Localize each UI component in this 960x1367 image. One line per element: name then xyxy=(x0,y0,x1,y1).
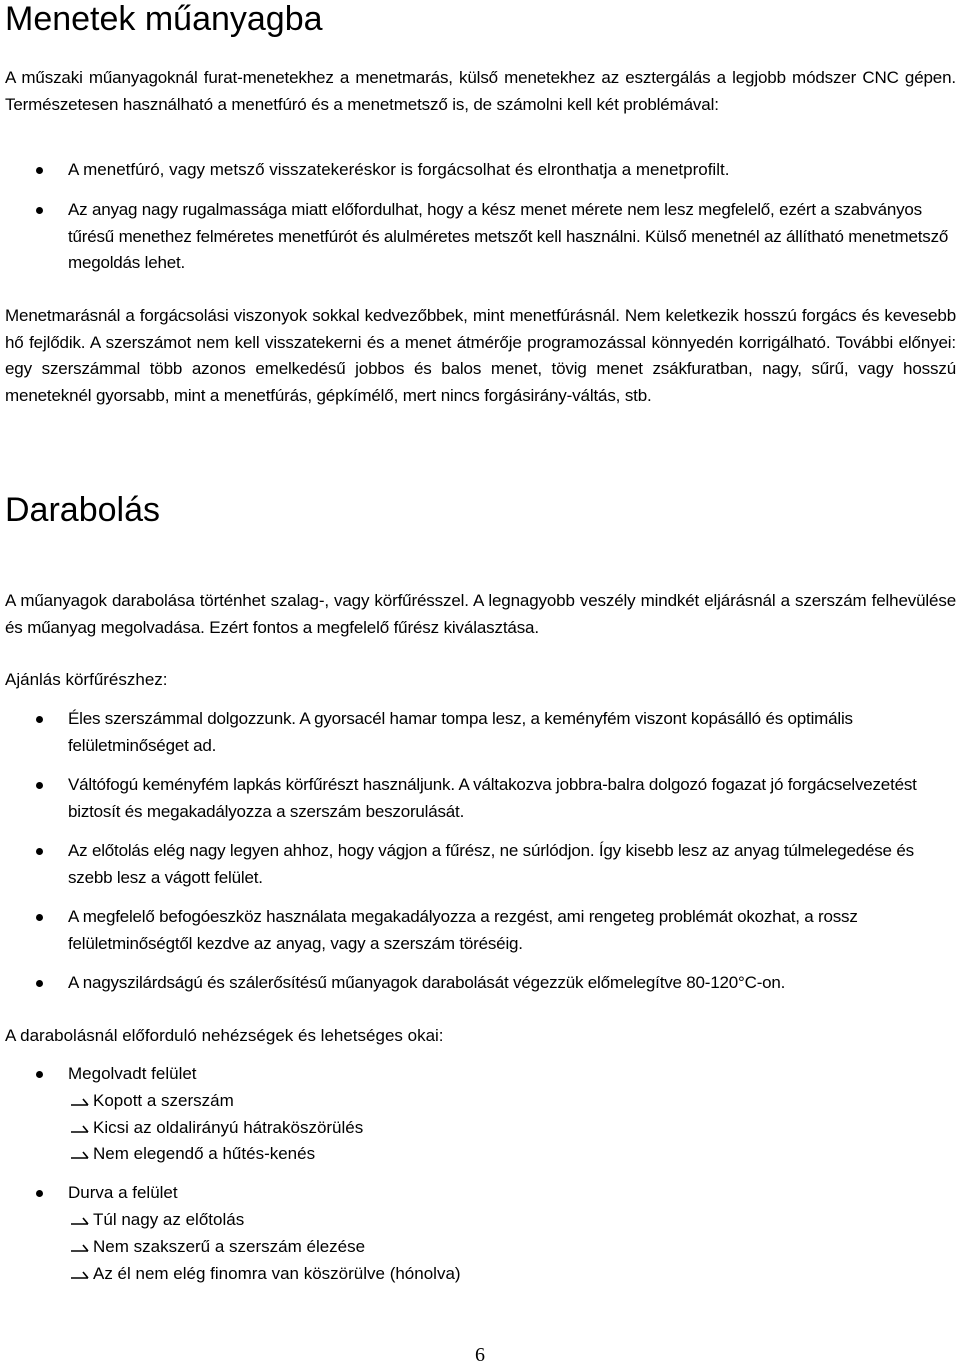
intro-paragraph-menetek: A műszaki műanyagoknál furat-menetekhez a menetmarás, külső menetekhez az esztergálás a legjobb módszer CNC gépen. Természetesen használható a menetfúró és a menetmetsző is, de számolni kell két problémával: xyxy=(5,68,956,114)
cause-text: Kopott a szerszám xyxy=(93,1091,234,1110)
arrow-right-icon xyxy=(70,1214,90,1226)
bullet-dot-icon xyxy=(36,980,43,987)
cause-item xyxy=(70,1207,244,1234)
problem-item: Durva a felület xyxy=(68,1183,178,1202)
list-item: Éles szerszámmal dolgozzunk. A gyorsacél hamar tompa lesz, a keményfém viszont kopásálló és optimális felületminőséget ad. xyxy=(68,709,853,755)
arrow-right-icon xyxy=(70,1095,90,1107)
section-title-darabolas: Darabolás xyxy=(5,491,160,529)
bullet-dot-icon xyxy=(36,716,43,723)
page-number: 6 xyxy=(475,1344,485,1366)
bullet-dot-icon xyxy=(36,848,43,855)
bullet-dot-icon xyxy=(36,782,43,789)
closing-paragraph-menetek: Menetmarásnál a forgácsolási viszonyok sokkal kedvezőbbek, mint menetfúrásnál. Nem keletkezik hosszú forgács és kevesebb hő fejlődik. A szerszámot nem kell visszatekerni és a menet átmérője programozással könnyedén korrigálható. További előnyei: egy szerszámmal több azonos emelkedésű jobbos és balos menet, tövig menet zsákfuratban, nagy, sűrű, vagy hosszú meneteknél gyorsabb, mint a menetfúrás, gépkímélő, mert nincs forgásirány-váltás, stb. xyxy=(5,306,956,405)
list-item: Az anyag nagy rugalmassága miatt előfordulhat, hogy a kész menet mérete nem lesz megfelelő, ezért a szabványos tűrésű menethez felméretes menetfúrót és alulméretes metszőt kell használni. Külső menetnél az állítható menetmetsző megoldás lehet. xyxy=(68,200,949,272)
bullet-dot-icon xyxy=(36,207,43,214)
bullet-dot-icon xyxy=(36,167,43,174)
cause-text: Az él nem elég finomra van köszörülve (hónolva) xyxy=(93,1264,461,1283)
cause-item xyxy=(70,1115,363,1142)
cause-item xyxy=(70,1088,234,1115)
bullet-dot-icon xyxy=(36,1190,43,1197)
arrow-right-icon xyxy=(70,1268,90,1280)
bullet-dot-icon xyxy=(36,1071,43,1078)
list-item: Váltófogú keményfém lapkás körfűrészt használjunk. A váltakozva jobbra-balra dolgozó fogazat jó forgácselvezetést biztosít és megakadályozza a szerszám beszorulását. xyxy=(68,775,917,821)
cause-text: Nem elegendő a hűtés-kenés xyxy=(93,1144,316,1163)
cause-text: Túl nagy az előtolás xyxy=(93,1210,245,1229)
list-item: A megfelelő befogóeszköz használata megakadályozza a rezgést, ami rengeteg problémát okozhat, a rossz felületminőségtől kezdve az anyag, vagy a szerszám töréséig. xyxy=(68,907,858,953)
list-item: A nagyszilárdságú és szálerősítésű műanyagok darabolását végezzük előmelegítve 80-120°C-on. xyxy=(68,973,786,992)
bullet-dot-icon xyxy=(36,914,43,921)
list-item: Az előtolás elég nagy legyen ahhoz, hogy vágjon a fűrész, ne súrlódjon. Így kisebb lesz az anyag túlmelegedése és szebb lesz a vágott felület. xyxy=(68,841,914,887)
problem-item: Megolvadt felület xyxy=(68,1064,197,1083)
cause-item xyxy=(70,1261,461,1288)
arrow-right-icon xyxy=(70,1148,90,1160)
list-item: A menetfúró, vagy metsző visszatekeréskor is forgácsolhat és elronthatja a menetprofilt. xyxy=(68,160,730,179)
cause-item xyxy=(70,1141,315,1168)
arrow-right-icon xyxy=(70,1122,90,1134)
cause-item xyxy=(70,1234,365,1261)
cause-text: Kicsi az oldalirányú hátraköszörülés xyxy=(93,1118,364,1137)
arrow-right-icon xyxy=(70,1241,90,1253)
recommend-label: Ajánlás körfűrészhez: xyxy=(5,670,168,689)
problems-label: A darabolásnál előforduló nehézségek és lehetséges okai: xyxy=(5,1026,444,1045)
section-title-menetek: Menetek műanyagba xyxy=(5,0,323,38)
intro-paragraph-darabolas: A műanyagok darabolása történhet szalag-, vagy körfűrésszel. A legnagyobb veszély mindkét eljárásnál a szerszám felhevülése és műanyag megolvadása. Ezért fontos a megfelelő fűrész kiválasztása. xyxy=(5,591,956,637)
cause-text: Nem szakszerű a szerszám élezése xyxy=(93,1237,366,1256)
